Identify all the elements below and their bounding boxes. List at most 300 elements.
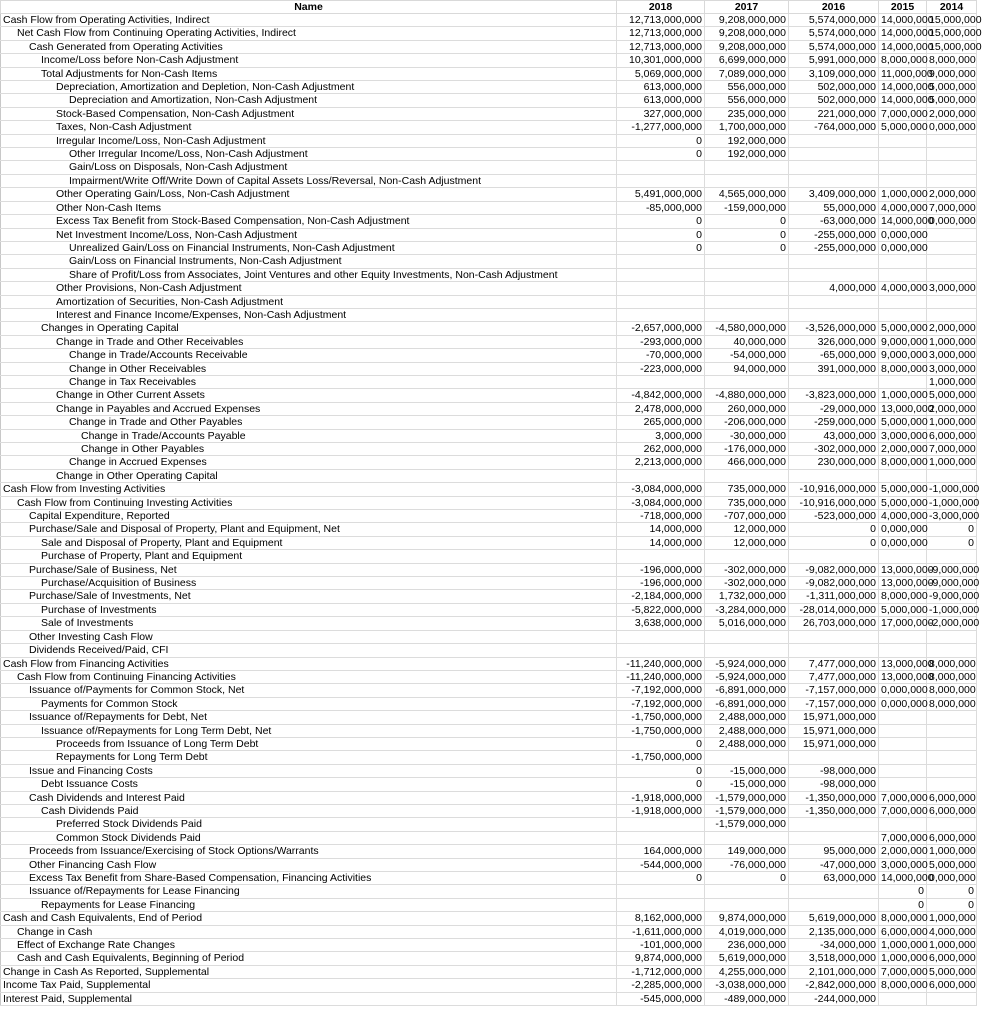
table-row[interactable] bbox=[1, 965, 977, 978]
table-row[interactable] bbox=[1, 523, 977, 536]
cell-2014[interactable]: 6,000,000 bbox=[927, 979, 977, 992]
cell-2016[interactable]: -1,350,000,000 bbox=[789, 791, 879, 804]
column-header-name[interactable]: Name bbox=[1, 1, 617, 14]
cell-2014[interactable]: 0,000,000 bbox=[927, 215, 977, 228]
cell-2018[interactable]: 5,069,000,000 bbox=[617, 67, 705, 80]
cell-2018[interactable]: 0 bbox=[617, 134, 705, 147]
table-row[interactable] bbox=[1, 282, 977, 295]
cell-2014[interactable] bbox=[927, 630, 977, 643]
row-name-cell[interactable]: Change in Other Payables bbox=[1, 443, 617, 456]
cell-2018[interactable]: 0 bbox=[617, 241, 705, 254]
row-name-cell[interactable]: Cash Flow from Financing Activities bbox=[1, 657, 617, 670]
row-name-cell[interactable]: Preferred Stock Dividends Paid bbox=[1, 818, 617, 831]
cell-2017[interactable]: 40,000,000 bbox=[705, 335, 789, 348]
cell-2017[interactable]: 2,488,000,000 bbox=[705, 711, 789, 724]
cell-2016[interactable] bbox=[789, 831, 879, 844]
cell-2015[interactable] bbox=[879, 992, 927, 1005]
cell-2014[interactable]: 7,000,000 bbox=[927, 201, 977, 214]
row-name-cell[interactable]: Total Adjustments for Non-Cash Items bbox=[1, 67, 617, 80]
cell-2014[interactable]: 0 bbox=[927, 536, 977, 549]
cell-2015[interactable] bbox=[879, 469, 927, 482]
cell-2016[interactable] bbox=[789, 174, 879, 187]
cell-2015[interactable]: 3,000,000 bbox=[879, 858, 927, 871]
row-name-cell[interactable]: Change in Trade/Accounts Receivable bbox=[1, 349, 617, 362]
cell-2016[interactable] bbox=[789, 295, 879, 308]
column-header-2014[interactable]: 2014 bbox=[927, 1, 977, 14]
cell-2017[interactable]: 12,000,000 bbox=[705, 523, 789, 536]
cell-2015[interactable]: 4,000,000 bbox=[879, 201, 927, 214]
table-row[interactable] bbox=[1, 81, 977, 94]
cell-2016[interactable]: -7,157,000,000 bbox=[789, 684, 879, 697]
row-name-cell[interactable]: Income/Loss before Non-Cash Adjustment bbox=[1, 54, 617, 67]
cell-2016[interactable]: 221,000,000 bbox=[789, 107, 879, 120]
cell-2014[interactable]: 5,000,000 bbox=[927, 81, 977, 94]
cell-2018[interactable]: 12,713,000,000 bbox=[617, 27, 705, 40]
cell-2018[interactable] bbox=[617, 469, 705, 482]
cell-2016[interactable]: 95,000,000 bbox=[789, 845, 879, 858]
cell-2015[interactable]: 14,000,000 bbox=[879, 27, 927, 40]
cell-2015[interactable]: 0,000,000 bbox=[879, 697, 927, 710]
cell-2017[interactable] bbox=[705, 644, 789, 657]
cell-2015[interactable] bbox=[879, 255, 927, 268]
cell-2015[interactable]: 17,000,000 bbox=[879, 617, 927, 630]
cell-2016[interactable]: -3,823,000,000 bbox=[789, 389, 879, 402]
cell-2016[interactable]: -98,000,000 bbox=[789, 778, 879, 791]
table-row[interactable] bbox=[1, 188, 977, 201]
row-name-cell[interactable]: Cash and Cash Equivalents, Beginning of Period bbox=[1, 952, 617, 965]
table-row[interactable] bbox=[1, 402, 977, 415]
cell-2014[interactable]: -9,000,000 bbox=[927, 563, 977, 576]
cell-2016[interactable] bbox=[789, 469, 879, 482]
row-name-cell[interactable]: Debt Issuance Costs bbox=[1, 778, 617, 791]
cell-2017[interactable]: 0 bbox=[705, 241, 789, 254]
cell-2018[interactable]: -718,000,000 bbox=[617, 510, 705, 523]
cell-2014[interactable] bbox=[927, 134, 977, 147]
row-name-cell[interactable]: Common Stock Dividends Paid bbox=[1, 831, 617, 844]
cell-2014[interactable]: 15,000,000 bbox=[927, 14, 977, 27]
cell-2018[interactable]: -293,000,000 bbox=[617, 335, 705, 348]
table-row[interactable] bbox=[1, 952, 977, 965]
table-row[interactable] bbox=[1, 148, 977, 161]
table-row[interactable] bbox=[1, 483, 977, 496]
cell-2015[interactable]: 7,000,000 bbox=[879, 804, 927, 817]
cell-2014[interactable]: 2,000,000 bbox=[927, 322, 977, 335]
cell-2015[interactable]: 5,000,000 bbox=[879, 603, 927, 616]
cell-2016[interactable] bbox=[789, 550, 879, 563]
cell-2014[interactable]: 1,000,000 bbox=[927, 845, 977, 858]
cell-2014[interactable] bbox=[927, 550, 977, 563]
cell-2017[interactable]: 0 bbox=[705, 215, 789, 228]
cell-2015[interactable] bbox=[879, 818, 927, 831]
cell-2014[interactable] bbox=[927, 469, 977, 482]
cell-2018[interactable]: -1,611,000,000 bbox=[617, 925, 705, 938]
cell-2017[interactable]: 735,000,000 bbox=[705, 496, 789, 509]
cell-2015[interactable]: 13,000,000 bbox=[879, 402, 927, 415]
cell-2015[interactable]: 6,000,000 bbox=[879, 925, 927, 938]
cell-2016[interactable]: 5,619,000,000 bbox=[789, 912, 879, 925]
cell-2015[interactable]: 5,000,000 bbox=[879, 483, 927, 496]
cell-2018[interactable]: -545,000,000 bbox=[617, 992, 705, 1005]
cell-2014[interactable] bbox=[927, 161, 977, 174]
cell-2016[interactable]: 5,574,000,000 bbox=[789, 14, 879, 27]
cell-2016[interactable] bbox=[789, 898, 879, 911]
cell-2015[interactable]: 9,000,000 bbox=[879, 335, 927, 348]
table-row[interactable] bbox=[1, 349, 977, 362]
row-name-cell[interactable]: Change in Trade and Other Payables bbox=[1, 416, 617, 429]
cell-2017[interactable]: -489,000,000 bbox=[705, 992, 789, 1005]
cell-2015[interactable]: 5,000,000 bbox=[879, 121, 927, 134]
cell-2018[interactable]: 327,000,000 bbox=[617, 107, 705, 120]
cell-2017[interactable]: 2,488,000,000 bbox=[705, 737, 789, 750]
cell-2015[interactable]: 4,000,000 bbox=[879, 282, 927, 295]
row-name-cell[interactable]: Change in Other Receivables bbox=[1, 362, 617, 375]
table-row[interactable] bbox=[1, 804, 977, 817]
cell-2018[interactable]: 3,000,000 bbox=[617, 429, 705, 442]
row-name-cell[interactable]: Depreciation, Amortization and Depletion, Non-Cash Adjustment bbox=[1, 81, 617, 94]
row-name-cell[interactable]: Dividends Received/Paid, CFI bbox=[1, 644, 617, 657]
cell-2016[interactable]: 15,971,000,000 bbox=[789, 737, 879, 750]
cell-2017[interactable]: -1,579,000,000 bbox=[705, 818, 789, 831]
cell-2015[interactable]: 1,000,000 bbox=[879, 188, 927, 201]
cell-2018[interactable]: 2,478,000,000 bbox=[617, 402, 705, 415]
cell-2017[interactable]: 5,619,000,000 bbox=[705, 952, 789, 965]
table-row[interactable] bbox=[1, 791, 977, 804]
cell-2015[interactable] bbox=[879, 724, 927, 737]
cell-2016[interactable]: 5,574,000,000 bbox=[789, 27, 879, 40]
row-name-cell[interactable]: Change in Trade/Accounts Payable bbox=[1, 429, 617, 442]
cell-2014[interactable]: 4,000,000 bbox=[927, 925, 977, 938]
cell-2014[interactable] bbox=[927, 241, 977, 254]
cell-2017[interactable]: 556,000,000 bbox=[705, 81, 789, 94]
table-row[interactable] bbox=[1, 778, 977, 791]
cell-2017[interactable] bbox=[705, 255, 789, 268]
cell-2018[interactable]: -2,657,000,000 bbox=[617, 322, 705, 335]
cell-2016[interactable]: -98,000,000 bbox=[789, 764, 879, 777]
column-header-2018[interactable]: 2018 bbox=[617, 1, 705, 14]
row-name-cell[interactable]: Stock-Based Compensation, Non-Cash Adjustment bbox=[1, 107, 617, 120]
cell-2016[interactable] bbox=[789, 268, 879, 281]
row-name-cell[interactable]: Purchase/Sale of Business, Net bbox=[1, 563, 617, 576]
row-name-cell[interactable]: Purchase/Acquisition of Business bbox=[1, 577, 617, 590]
cell-2016[interactable]: 0 bbox=[789, 523, 879, 536]
table-row[interactable] bbox=[1, 590, 977, 603]
cell-2018[interactable] bbox=[617, 282, 705, 295]
table-row[interactable] bbox=[1, 872, 977, 885]
cell-2015[interactable]: 9,000,000 bbox=[879, 349, 927, 362]
cell-2015[interactable]: 7,000,000 bbox=[879, 791, 927, 804]
cell-2018[interactable]: 0 bbox=[617, 215, 705, 228]
cell-2018[interactable] bbox=[617, 885, 705, 898]
cell-2014[interactable]: 1,000,000 bbox=[927, 939, 977, 952]
cell-2016[interactable]: 2,135,000,000 bbox=[789, 925, 879, 938]
cell-2018[interactable] bbox=[617, 295, 705, 308]
cell-2015[interactable]: 13,000,000 bbox=[879, 563, 927, 576]
cell-2018[interactable] bbox=[617, 255, 705, 268]
cell-2015[interactable]: 14,000,000 bbox=[879, 14, 927, 27]
row-name-cell[interactable]: Change in Accrued Expenses bbox=[1, 456, 617, 469]
cell-2014[interactable]: 8,000,000 bbox=[927, 670, 977, 683]
cell-2018[interactable]: -1,750,000,000 bbox=[617, 724, 705, 737]
row-name-cell[interactable]: Interest and Finance Income/Expenses, Non-Cash Adjustment bbox=[1, 308, 617, 321]
table-row[interactable] bbox=[1, 510, 977, 523]
cell-2016[interactable]: -1,311,000,000 bbox=[789, 590, 879, 603]
cell-2018[interactable]: -544,000,000 bbox=[617, 858, 705, 871]
cell-2016[interactable]: 3,409,000,000 bbox=[789, 188, 879, 201]
table-row[interactable] bbox=[1, 737, 977, 750]
cell-2016[interactable]: 3,518,000,000 bbox=[789, 952, 879, 965]
cell-2018[interactable]: 0 bbox=[617, 228, 705, 241]
cell-2016[interactable]: -302,000,000 bbox=[789, 443, 879, 456]
table-row[interactable] bbox=[1, 577, 977, 590]
row-name-cell[interactable]: Other Financing Cash Flow bbox=[1, 858, 617, 871]
cell-2018[interactable] bbox=[617, 550, 705, 563]
cell-2017[interactable]: 94,000,000 bbox=[705, 362, 789, 375]
cell-2015[interactable] bbox=[879, 644, 927, 657]
cell-2015[interactable]: 0,000,000 bbox=[879, 684, 927, 697]
cell-2015[interactable] bbox=[879, 737, 927, 750]
cell-2017[interactable]: 556,000,000 bbox=[705, 94, 789, 107]
row-name-cell[interactable]: Change in Other Current Assets bbox=[1, 389, 617, 402]
table-row[interactable] bbox=[1, 670, 977, 683]
table-row[interactable] bbox=[1, 121, 977, 134]
cell-2015[interactable]: 8,000,000 bbox=[879, 979, 927, 992]
cell-2017[interactable] bbox=[705, 898, 789, 911]
cell-2017[interactable]: 12,000,000 bbox=[705, 536, 789, 549]
column-header-2016[interactable]: 2016 bbox=[789, 1, 879, 14]
cell-2015[interactable]: 5,000,000 bbox=[879, 416, 927, 429]
table-row[interactable] bbox=[1, 469, 977, 482]
cell-2015[interactable] bbox=[879, 148, 927, 161]
cell-2014[interactable]: 0,000,000 bbox=[927, 121, 977, 134]
cell-2015[interactable]: 1,000,000 bbox=[879, 389, 927, 402]
cell-2017[interactable]: -3,284,000,000 bbox=[705, 603, 789, 616]
cell-2014[interactable]: 6,000,000 bbox=[927, 429, 977, 442]
cell-2014[interactable]: 0 bbox=[927, 885, 977, 898]
cell-2018[interactable]: 2,213,000,000 bbox=[617, 456, 705, 469]
cell-2014[interactable]: 8,000,000 bbox=[927, 54, 977, 67]
cell-2015[interactable]: 14,000,000 bbox=[879, 40, 927, 53]
cell-2017[interactable]: -6,891,000,000 bbox=[705, 684, 789, 697]
cell-2016[interactable]: -65,000,000 bbox=[789, 349, 879, 362]
row-name-cell[interactable]: Excess Tax Benefit from Stock-Based Compensation, Non-Cash Adjustment bbox=[1, 215, 617, 228]
cell-2018[interactable]: 3,638,000,000 bbox=[617, 617, 705, 630]
cell-2018[interactable]: -11,240,000,000 bbox=[617, 670, 705, 683]
cell-2017[interactable]: 9,208,000,000 bbox=[705, 27, 789, 40]
row-name-cell[interactable]: Income Tax Paid, Supplemental bbox=[1, 979, 617, 992]
table-row[interactable] bbox=[1, 979, 977, 992]
row-name-cell[interactable]: Issuance of/Repayments for Debt, Net bbox=[1, 711, 617, 724]
cell-2016[interactable]: -34,000,000 bbox=[789, 939, 879, 952]
cell-2017[interactable] bbox=[705, 751, 789, 764]
cell-2017[interactable]: -1,579,000,000 bbox=[705, 804, 789, 817]
row-name-cell[interactable]: Other Investing Cash Flow bbox=[1, 630, 617, 643]
table-row[interactable] bbox=[1, 94, 977, 107]
table-row[interactable] bbox=[1, 295, 977, 308]
row-name-cell[interactable]: Unrealized Gain/Loss on Financial Instruments, Non-Cash Adjustment bbox=[1, 241, 617, 254]
cell-2017[interactable] bbox=[705, 375, 789, 388]
cell-2017[interactable] bbox=[705, 550, 789, 563]
cell-2017[interactable]: 235,000,000 bbox=[705, 107, 789, 120]
cell-2017[interactable] bbox=[705, 630, 789, 643]
row-name-cell[interactable]: Change in Payables and Accrued Expenses bbox=[1, 402, 617, 415]
cell-2017[interactable]: 236,000,000 bbox=[705, 939, 789, 952]
cell-2015[interactable]: 7,000,000 bbox=[879, 831, 927, 844]
cell-2014[interactable]: 8,000,000 bbox=[927, 684, 977, 697]
cell-2016[interactable]: 15,971,000,000 bbox=[789, 711, 879, 724]
table-row[interactable] bbox=[1, 657, 977, 670]
cell-2017[interactable] bbox=[705, 469, 789, 482]
row-name-cell[interactable]: Effect of Exchange Rate Changes bbox=[1, 939, 617, 952]
cell-2016[interactable]: 7,477,000,000 bbox=[789, 657, 879, 670]
table-row[interactable] bbox=[1, 389, 977, 402]
cell-2014[interactable] bbox=[927, 818, 977, 831]
cell-2014[interactable] bbox=[927, 268, 977, 281]
cell-2018[interactable]: -85,000,000 bbox=[617, 201, 705, 214]
cell-2015[interactable]: 7,000,000 bbox=[879, 965, 927, 978]
row-name-cell[interactable]: Taxes, Non-Cash Adjustment bbox=[1, 121, 617, 134]
cell-2015[interactable] bbox=[879, 751, 927, 764]
cell-2014[interactable]: 2,000,000 bbox=[927, 188, 977, 201]
cell-2014[interactable]: 5,000,000 bbox=[927, 858, 977, 871]
cell-2017[interactable]: 192,000,000 bbox=[705, 134, 789, 147]
table-row[interactable] bbox=[1, 684, 977, 697]
row-name-cell[interactable]: Issue and Financing Costs bbox=[1, 764, 617, 777]
cell-2016[interactable]: -3,526,000,000 bbox=[789, 322, 879, 335]
cell-2015[interactable] bbox=[879, 161, 927, 174]
cell-2014[interactable]: 8,000,000 bbox=[927, 657, 977, 670]
cell-2018[interactable]: 262,000,000 bbox=[617, 443, 705, 456]
cell-2018[interactable] bbox=[617, 174, 705, 187]
row-name-cell[interactable]: Gain/Loss on Disposals, Non-Cash Adjustment bbox=[1, 161, 617, 174]
cell-2017[interactable]: -4,580,000,000 bbox=[705, 322, 789, 335]
cell-2014[interactable]: 1,000,000 bbox=[927, 375, 977, 388]
cell-2017[interactable]: -3,038,000,000 bbox=[705, 979, 789, 992]
cell-2016[interactable] bbox=[789, 644, 879, 657]
cell-2014[interactable] bbox=[927, 711, 977, 724]
table-row[interactable] bbox=[1, 724, 977, 737]
cell-2015[interactable] bbox=[879, 295, 927, 308]
table-row[interactable] bbox=[1, 711, 977, 724]
row-name-cell[interactable]: Irregular Income/Loss, Non-Cash Adjustment bbox=[1, 134, 617, 147]
table-row[interactable] bbox=[1, 550, 977, 563]
cell-2014[interactable] bbox=[927, 255, 977, 268]
cell-2016[interactable]: -63,000,000 bbox=[789, 215, 879, 228]
row-name-cell[interactable]: Gain/Loss on Financial Instruments, Non-Cash Adjustment bbox=[1, 255, 617, 268]
cell-2017[interactable]: -1,579,000,000 bbox=[705, 791, 789, 804]
table-row[interactable] bbox=[1, 201, 977, 214]
table-row[interactable] bbox=[1, 858, 977, 871]
cell-2016[interactable]: 326,000,000 bbox=[789, 335, 879, 348]
cell-2018[interactable] bbox=[617, 308, 705, 321]
table-row[interactable] bbox=[1, 308, 977, 321]
table-row[interactable] bbox=[1, 228, 977, 241]
cell-2018[interactable]: 5,491,000,000 bbox=[617, 188, 705, 201]
cell-2015[interactable]: 0,000,000 bbox=[879, 523, 927, 536]
cell-2014[interactable]: 5,000,000 bbox=[927, 965, 977, 978]
cell-2017[interactable]: -5,924,000,000 bbox=[705, 670, 789, 683]
cell-2018[interactable]: -223,000,000 bbox=[617, 362, 705, 375]
cell-2017[interactable]: 7,089,000,000 bbox=[705, 67, 789, 80]
cell-2017[interactable] bbox=[705, 161, 789, 174]
cell-2018[interactable]: -2,285,000,000 bbox=[617, 979, 705, 992]
cell-2017[interactable]: 466,000,000 bbox=[705, 456, 789, 469]
table-row[interactable] bbox=[1, 268, 977, 281]
cell-2014[interactable]: 3,000,000 bbox=[927, 362, 977, 375]
cell-2014[interactable] bbox=[927, 295, 977, 308]
cell-2016[interactable]: -1,350,000,000 bbox=[789, 804, 879, 817]
cell-2014[interactable]: 1,000,000 bbox=[927, 335, 977, 348]
cell-2016[interactable]: 5,991,000,000 bbox=[789, 54, 879, 67]
row-name-cell[interactable]: Repayments for Lease Financing bbox=[1, 898, 617, 911]
table-row[interactable] bbox=[1, 496, 977, 509]
cell-2017[interactable]: -30,000,000 bbox=[705, 429, 789, 442]
cell-2016[interactable]: -2,842,000,000 bbox=[789, 979, 879, 992]
row-name-cell[interactable]: Purchase/Sale of Investments, Net bbox=[1, 590, 617, 603]
cell-2017[interactable]: 192,000,000 bbox=[705, 148, 789, 161]
cell-2015[interactable]: 13,000,000 bbox=[879, 577, 927, 590]
table-row[interactable] bbox=[1, 644, 977, 657]
cell-2016[interactable]: -259,000,000 bbox=[789, 416, 879, 429]
cell-2018[interactable] bbox=[617, 268, 705, 281]
cell-2015[interactable]: 8,000,000 bbox=[879, 362, 927, 375]
cell-2017[interactable] bbox=[705, 282, 789, 295]
table-row[interactable] bbox=[1, 416, 977, 429]
cell-2014[interactable]: 7,000,000 bbox=[927, 443, 977, 456]
cell-2016[interactable]: -10,916,000,000 bbox=[789, 496, 879, 509]
cell-2016[interactable]: 55,000,000 bbox=[789, 201, 879, 214]
cell-2017[interactable]: 2,488,000,000 bbox=[705, 724, 789, 737]
cell-2015[interactable]: 2,000,000 bbox=[879, 443, 927, 456]
row-name-cell[interactable]: Other Provisions, Non-Cash Adjustment bbox=[1, 282, 617, 295]
cell-2014[interactable]: 15,000,000 bbox=[927, 27, 977, 40]
cell-2016[interactable] bbox=[789, 818, 879, 831]
table-row[interactable] bbox=[1, 617, 977, 630]
cell-2018[interactable]: -70,000,000 bbox=[617, 349, 705, 362]
cell-2018[interactable]: -4,842,000,000 bbox=[617, 389, 705, 402]
table-row[interactable] bbox=[1, 67, 977, 80]
cell-2015[interactable]: 5,000,000 bbox=[879, 322, 927, 335]
row-name-cell[interactable]: Cash Flow from Operating Activities, Indirect bbox=[1, 14, 617, 27]
row-name-cell[interactable]: Change in Tax Receivables bbox=[1, 375, 617, 388]
cell-2017[interactable]: -15,000,000 bbox=[705, 764, 789, 777]
cell-2017[interactable]: 6,699,000,000 bbox=[705, 54, 789, 67]
cell-2016[interactable]: 7,477,000,000 bbox=[789, 670, 879, 683]
cell-2017[interactable]: -176,000,000 bbox=[705, 443, 789, 456]
row-name-cell[interactable]: Net Investment Income/Loss, Non-Cash Adjustment bbox=[1, 228, 617, 241]
cell-2018[interactable]: 0 bbox=[617, 872, 705, 885]
cell-2018[interactable]: -2,184,000,000 bbox=[617, 590, 705, 603]
cell-2018[interactable] bbox=[617, 818, 705, 831]
cell-2018[interactable]: 613,000,000 bbox=[617, 81, 705, 94]
table-row[interactable] bbox=[1, 14, 977, 27]
cell-2016[interactable]: 5,574,000,000 bbox=[789, 40, 879, 53]
cell-2018[interactable]: -11,240,000,000 bbox=[617, 657, 705, 670]
cell-2018[interactable]: 14,000,000 bbox=[617, 536, 705, 549]
cell-2015[interactable] bbox=[879, 550, 927, 563]
cell-2017[interactable]: 0 bbox=[705, 872, 789, 885]
cell-2015[interactable]: 0,000,000 bbox=[879, 241, 927, 254]
table-row[interactable] bbox=[1, 40, 977, 53]
cell-2017[interactable]: 1,700,000,000 bbox=[705, 121, 789, 134]
cell-2018[interactable]: -7,192,000,000 bbox=[617, 697, 705, 710]
cell-2014[interactable]: 6,000,000 bbox=[927, 804, 977, 817]
cell-2014[interactable] bbox=[927, 764, 977, 777]
cell-2014[interactable]: 6,000,000 bbox=[927, 791, 977, 804]
cell-2016[interactable]: -10,916,000,000 bbox=[789, 483, 879, 496]
cell-2017[interactable]: -54,000,000 bbox=[705, 349, 789, 362]
cell-2015[interactable]: 14,000,000 bbox=[879, 215, 927, 228]
table-row[interactable] bbox=[1, 375, 977, 388]
